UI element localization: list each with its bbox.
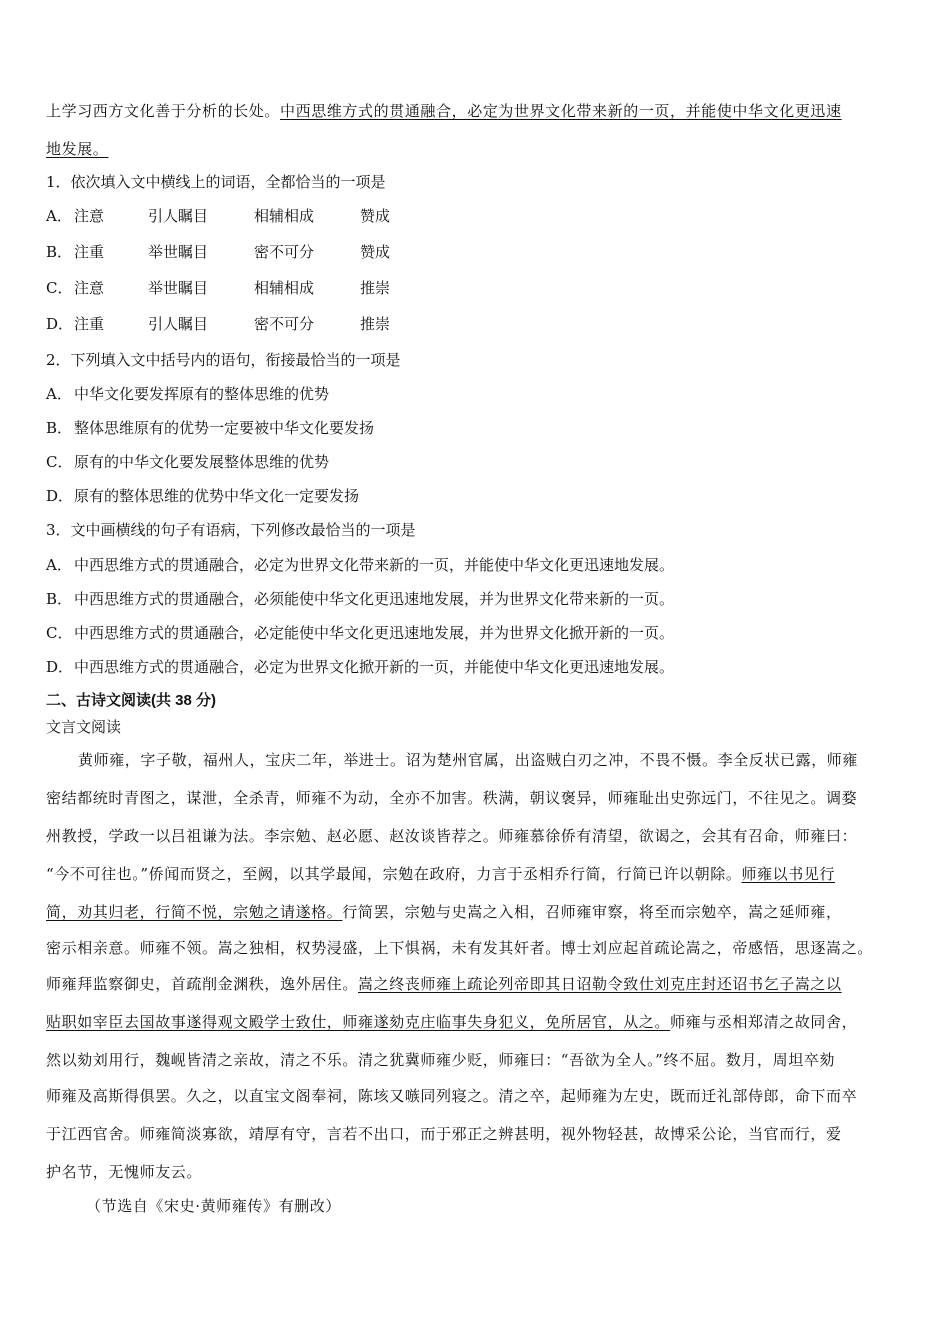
q3-option-d[interactable]: D．中西思维方式的贯通融合，必定为世界文化掀开新的一页，并能使中华文化更迅速地发展。 [46,658,675,676]
q3-option-b[interactable]: B． 中西思维方式的贯通融合，必须能使中华文化更迅速地发展，并为世界文化带来新的一页。 [46,590,675,608]
passage-underline-2a: 嵩之终丧师雍上疏论列帝即其日诏勒令致仕刘克庄封还诏书乞子嵩之以 [358,975,842,993]
passage-line-10: 师雍及高斯得俱罢。久之，以直宝文阁奉祠，陈垓又嗾同列寝之。清之卒，起师雍为左史，既而迁礼部侍郎，命下而卒 [46,1087,858,1105]
passage-line-1: 黄师雍，字子敬，福州人，宝庆二年，举进士。诏为楚州官属，出盗贼白刃之冲，不畏不慑。李全反状已露，师雍 [78,751,859,769]
passage-line-4: “今不可往也。”侨闻而贤之，至阙，以其学最闻，宗勉在政府，力言于丞相乔行简，行简已许以朝除。师雍以书见行 [46,865,836,883]
passage-source: （节选自《宋史·黄师雍传》有删改） [86,1197,341,1215]
q1-option-c[interactable]: C． 注意 举世瞩目 相辅相成 推崇 [46,279,391,297]
passage-line-8: 贴职如宰臣去国故事遂得观文殿学士致仕，师雍遂劾克庄临事失身犯义，免所居官，从之。师雍与丞相郑清之故同舍， [46,1013,858,1031]
intro-underlined-sentence: 中西思维方式的贯通融合，必定为世界文化带来新的一页，并能使中华文化更迅速 [280,102,842,120]
section-heading: 二、古诗文阅读(共 38 分) [46,692,217,709]
intro-plain-text: 上学习西方文化善于分析的长处。 [46,102,281,120]
q2-option-d[interactable]: D．原有的整体思维的优势中华文化一定要发扬 [46,487,360,505]
passage-line-2: 密结都统时青图之，谋泄，全杀青，师雍不为动，全亦不加害。秩满，朝议褒异，师雍耻出史弥远门，不往见之。调婺 [46,789,858,807]
passage-underline-2b: 贴职如宰臣去国故事遂得观文殿学士致仕， [46,1013,343,1031]
q3-option-a[interactable]: A． 中西思维方式的贯通融合，必定为世界文化带来新的一页，并能使中华文化更迅速地发展。 [46,556,675,574]
q1-option-b[interactable]: B． 注重 举世瞩目 密不可分 赞成 [46,243,391,261]
passage-underline-1a: 师雍以书见行 [741,865,836,883]
intro-line-1 [46,101,842,121]
q1-option-d[interactable]: D．注重 引人瞩目 密不可分 推崇 [46,315,391,333]
passage-line-9: 然以劾刘用行，魏岘皆清之亲故，清之不乐。清之犹冀师雍少贬，师雍曰：“吾欲为全人。”终不屈。数月，周坦卒劾 [46,1051,836,1069]
intro-line-2 [46,139,108,159]
passage-line-3: 州教授，学政一以吕祖谦为法。李宗勉、赵必愿、赵汝谈皆荐之。师雍慕徐侨有清望，欲谒之，会其有召命，师雍曰： [46,827,858,845]
q2-option-b[interactable]: B． 整体思维原有的优势一定要被中华文化要发扬 [46,419,375,437]
passage-line-5: 简，劝其归老，行简不悦，宗勉之请遂格。行简罢，宗勉与史嵩之入相，召师雍审察，将至而宗勉卒，嵩之延师雍， [46,903,842,921]
passage-line-12: 护名节，无愧师友云。 [46,1163,203,1181]
passage-line-6: 密示相亲意。师雍不领。嵩之独相，权势浸盛，上下惧祸，未有发其奸者。博士刘应起首疏论嵩之，帝感悟，思逐嵩之。 [46,939,873,957]
passage-line-7: 师雍拜监察御史，首疏削金渊秩，逸外居住。嵩之终丧师雍上疏论列帝即其日诏勒令致仕刘克庄封还诏书乞子嵩之以 [46,975,842,993]
q2-option-c[interactable]: C． 原有的中华文化要发展整体思维的优势 [46,453,330,471]
q3-stem: 3．文中画横线的句子有语病，下列修改最恰当的一项是 [46,521,416,539]
passage-line-11: 于江西官舍。师雍简淡寡欲，靖厚有守，言若不出口，而于邪正之辨甚明，视外物轻甚，故博采公论，当官而行，爱 [46,1125,842,1143]
q2-option-a[interactable]: A． 中华文化要发挥原有的整体思维的优势 [46,385,330,403]
q1-option-a[interactable]: A． 注意 引人瞩目 相辅相成 赞成 [46,207,391,225]
intro-underlined-continuation: 地发展。 [46,140,109,158]
section-subheading: 文言文阅读 [46,718,122,736]
passage-underline-1b: 简，劝其归老，行简不悦，宗勉之请遂格。 [46,903,343,921]
q3-option-c[interactable]: C． 中西思维方式的贯通融合，必定能使中华文化更迅速地发展，并为世界文化掀开新的一页。 [46,624,675,642]
q2-stem: 2．下列填入文中括号内的语句，衔接最恰当的一项是 [46,351,401,369]
passage-underline-3: 师雍遂劾克庄临事失身犯义，免所居官，从之。 [342,1013,671,1031]
q1-stem: 1．依次填入文中横线上的词语，全都恰当的一项是 [46,173,386,191]
